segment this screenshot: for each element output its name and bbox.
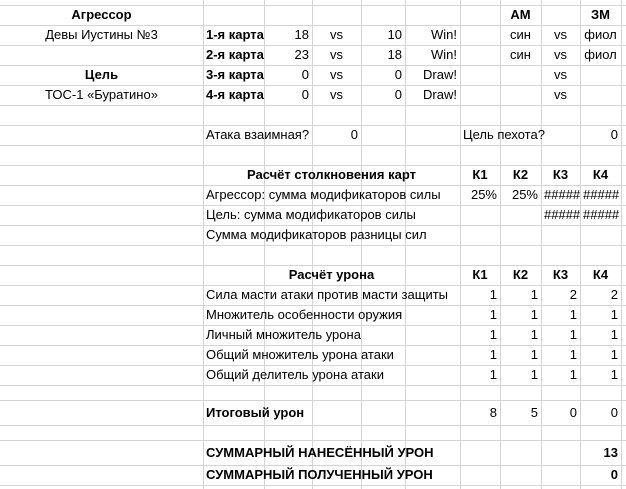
collision-cell[interactable]: ##### (544, 187, 581, 202)
card-result[interactable]: Draw! (423, 67, 457, 82)
collision-col-header[interactable]: К1 (472, 167, 488, 182)
am-header[interactable]: АМ (510, 7, 531, 22)
collision-row-label[interactable]: Агрессор: сумма модификаторов силы (206, 187, 441, 202)
collision-col-header[interactable]: К4 (592, 167, 609, 182)
target-label[interactable]: Цель (84, 67, 119, 82)
collision-row-label[interactable]: Сумма модификаторов разницы сил (206, 227, 427, 242)
collision-cell[interactable]: ##### (583, 187, 620, 202)
card-zm[interactable]: фиол (584, 27, 617, 42)
card-target-value[interactable]: 18 (387, 47, 402, 62)
damage-col-header[interactable]: К1 (472, 267, 488, 282)
grid-row-line (0, 385, 626, 386)
infantry-target-value[interactable]: 0 (610, 127, 618, 142)
final-damage-cell[interactable]: 5 (530, 405, 538, 420)
card-aggressor-value[interactable]: 23 (294, 47, 309, 62)
damage-cell[interactable]: 1 (489, 307, 497, 322)
damage-row-label[interactable]: Общий делитель урона атаки (206, 367, 384, 382)
collision-cell[interactable] (460, 205, 500, 225)
damage-title[interactable]: Расчёт урона (288, 267, 375, 282)
grid-row-line (0, 145, 626, 146)
card-label[interactable]: 2-я карта (206, 47, 264, 62)
grid-row-line (0, 425, 626, 426)
collision-col-header[interactable]: К2 (512, 167, 529, 182)
damage-cell[interactable]: 1 (569, 347, 577, 362)
damage-cell[interactable]: 2 (569, 287, 577, 302)
infantry-target-label[interactable]: Цель пехота? (463, 127, 545, 142)
target-name[interactable]: ТОС-1 «Буратино» (45, 87, 158, 102)
damage-cell[interactable]: 1 (489, 287, 497, 302)
card-aggressor-value[interactable]: 0 (301, 87, 309, 102)
damage-row-label[interactable]: Личный множитель урона (206, 327, 361, 342)
card-label[interactable]: 1-я карта (206, 27, 264, 42)
card-label[interactable]: 4-я карта (206, 87, 264, 102)
damage-cell[interactable]: 1 (569, 307, 577, 322)
collision-cell[interactable] (500, 205, 541, 225)
card-aggressor-value[interactable]: 18 (294, 27, 309, 42)
damage-cell[interactable]: 1 (489, 367, 497, 382)
card-target-value[interactable]: 0 (394, 67, 402, 82)
aggressor-name[interactable]: Девы Иустины №3 (45, 27, 158, 42)
collision-title[interactable]: Расчёт столкновения карт (247, 167, 416, 182)
zm-header[interactable]: ЗМ (591, 7, 610, 22)
collision-cell[interactable] (500, 225, 541, 245)
card-zm[interactable] (580, 85, 621, 105)
damage-row-label[interactable]: Множитель особенности оружия (206, 307, 403, 322)
total-received-label[interactable]: СУММАРНЫЙ ПОЛУЧЕННЫЙ УРОН (206, 467, 433, 482)
damage-cell[interactable]: 1 (610, 327, 618, 342)
card-target-value[interactable]: 10 (387, 27, 402, 42)
collision-cell[interactable] (460, 225, 500, 245)
card-am[interactable]: син (510, 47, 531, 62)
total-received-value[interactable]: 0 (610, 467, 618, 482)
card-vs[interactable]: vs (330, 87, 343, 102)
collision-cell[interactable]: ##### (583, 207, 620, 222)
aggressor-label[interactable]: Агрессор (71, 7, 132, 22)
damage-cell[interactable]: 1 (489, 327, 497, 342)
final-damage-label[interactable]: Итоговый урон (206, 405, 305, 420)
damage-cell[interactable]: 1 (569, 367, 577, 382)
damage-cell[interactable]: 1 (489, 347, 497, 362)
card-aggressor-value[interactable]: 0 (301, 67, 309, 82)
card-vs2[interactable]: vs (554, 47, 567, 62)
card-zm[interactable] (580, 65, 621, 85)
damage-cell[interactable]: 1 (610, 307, 618, 322)
damage-cell[interactable]: 1 (530, 347, 538, 362)
mutual-attack-value[interactable]: 0 (350, 127, 358, 142)
collision-cell[interactable]: 25% (470, 187, 497, 202)
card-vs[interactable]: vs (330, 67, 343, 82)
card-am[interactable] (500, 65, 541, 85)
grid-row-line (0, 105, 626, 106)
card-am[interactable] (500, 85, 541, 105)
collision-col-header[interactable]: К3 (552, 167, 569, 182)
damage-col-header[interactable]: К3 (552, 267, 569, 282)
damage-col-header[interactable]: К4 (592, 267, 609, 282)
card-result[interactable]: Win! (431, 27, 457, 42)
card-vs[interactable]: vs (330, 47, 343, 62)
collision-cell[interactable] (580, 225, 621, 245)
grid-row-line (0, 485, 626, 486)
card-am[interactable]: син (510, 27, 531, 42)
card-vs2[interactable]: vs (554, 87, 567, 102)
damage-cell[interactable]: 1 (569, 327, 577, 342)
card-vs2[interactable]: vs (554, 27, 567, 42)
damage-cell[interactable]: 1 (530, 367, 538, 382)
total-dealt-value[interactable]: 13 (603, 445, 618, 460)
final-damage-cell[interactable]: 8 (489, 405, 497, 420)
card-result[interactable]: Win! (431, 47, 457, 62)
damage-row-label[interactable]: Общий множитель урона атаки (206, 347, 394, 362)
card-target-value[interactable]: 0 (394, 87, 402, 102)
damage-col-header[interactable]: К2 (512, 267, 529, 282)
damage-cell[interactable]: 1 (610, 367, 618, 382)
collision-cell[interactable] (541, 225, 580, 245)
collision-cell[interactable]: ##### (544, 207, 581, 222)
card-vs[interactable]: vs (330, 27, 343, 42)
final-damage-cell[interactable]: 0 (610, 405, 618, 420)
grid-row-line (0, 245, 626, 246)
damage-row-label[interactable]: Сила масти атаки против масти защиты (206, 287, 449, 302)
grid-row-line (0, 400, 626, 401)
card-result[interactable]: Draw! (423, 87, 457, 102)
grid-row-line (0, 440, 626, 441)
damage-cell[interactable]: 2 (610, 287, 618, 302)
collision-cell[interactable]: 25% (511, 187, 538, 202)
final-damage-cell[interactable]: 0 (569, 405, 577, 420)
damage-cell[interactable]: 1 (530, 287, 538, 302)
total-dealt-label[interactable]: СУММАРНЫЙ НАНЕСЁННЫЙ УРОН (206, 445, 434, 460)
card-label[interactable]: 3-я карта (206, 67, 264, 82)
card-zm[interactable]: фиол (584, 47, 617, 62)
collision-row-label[interactable]: Цель: сумма модификаторов силы (206, 207, 416, 222)
card-vs2[interactable]: vs (554, 67, 567, 82)
mutual-attack-label[interactable]: Атака взаимная? (206, 127, 310, 142)
damage-cell[interactable]: 1 (610, 347, 618, 362)
damage-cell[interactable]: 1 (530, 307, 538, 322)
damage-cell[interactable]: 1 (530, 327, 538, 342)
